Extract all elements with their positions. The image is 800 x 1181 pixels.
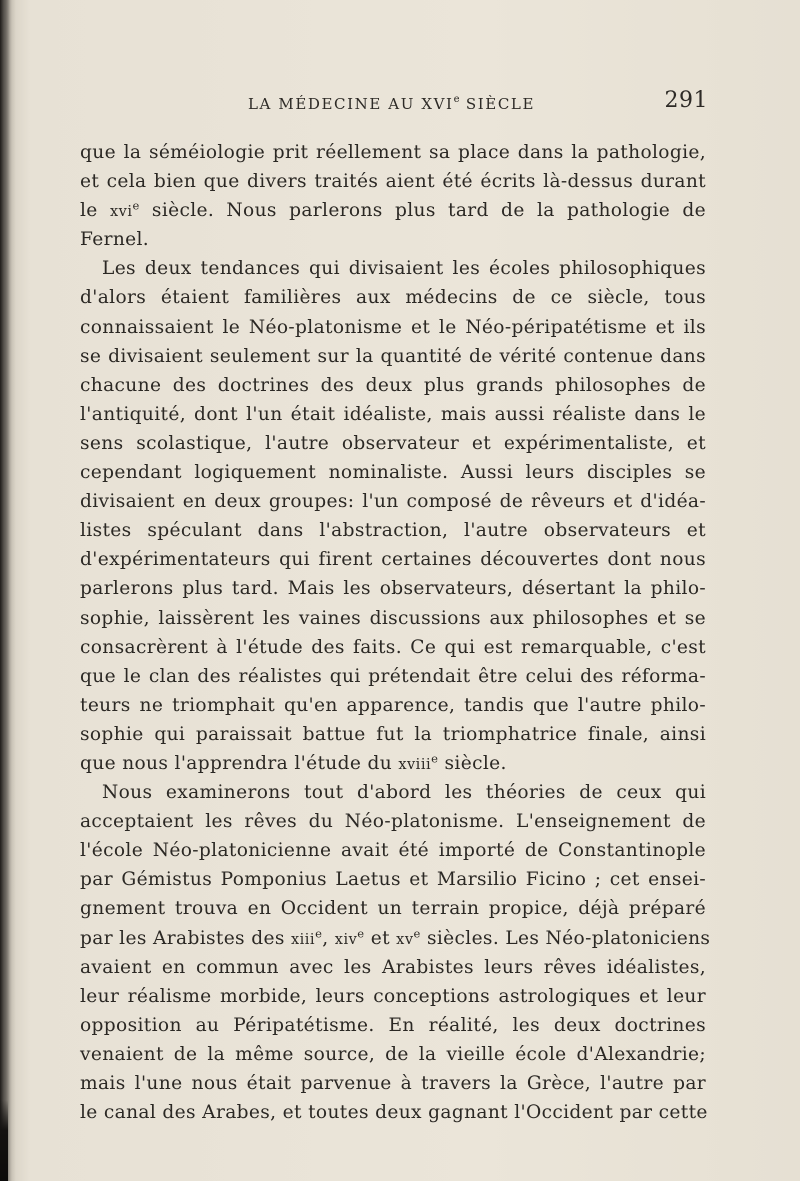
text-line: Fernel. [80, 229, 150, 251]
text-segment: que nous l'apprendra l'étude du [80, 752, 399, 774]
running-head-text-end: SIÈCLE [459, 95, 536, 113]
text-line [80, 749, 706, 778]
text-line [80, 924, 711, 953]
text-line: d'expérimentateurs qui firent certaines découvertes dont nous [80, 549, 706, 571]
text-segment: par les Arabistes des [80, 927, 291, 949]
text-line: le canal des Arabes, et toutes deux gagnant l'Occident par cette [80, 1102, 708, 1124]
text-line: sophie qui paraissait battue fut la triomphatrice finale, ainsi [80, 723, 706, 745]
text-segment: le [80, 200, 110, 222]
text-line: d'alors étaient familières aux médecins de ce siècle, tous [80, 287, 706, 309]
superscript: e [132, 198, 140, 213]
text-line: se divisaient seulement sur la quantité de vérité contenue dans [80, 345, 706, 367]
text-line [80, 196, 706, 225]
text-line: leur réalisme morbide, leurs conceptions astrologiques et leur [80, 985, 706, 1007]
text-line: acceptaient les rêves du Néo-platonisme. L'enseignement de [80, 811, 706, 833]
running-head-superscript: e [453, 94, 460, 105]
text-line: Nous examinerons tout d'abord les théories de ceux qui [102, 782, 706, 804]
text-line: connaissaient le Néo-platonisme et le Néo-péripatétisme et ils [80, 316, 706, 338]
superscript: e [413, 926, 421, 941]
roman-numeral: xvi [109, 204, 133, 221]
superscript: e [431, 751, 439, 766]
text-line: par Gémistus Pomponius Laetus et Marsilio Ficino ; cet ensei- [80, 869, 706, 891]
text-line: l'école Néo-platonicienne avait été importé de Constantinople [80, 840, 706, 862]
text-line: venaient de la même source, de la vieille école d'Alexandrie; [80, 1043, 706, 1065]
text-line: listes spéculant dans l'abstraction, l'autre observateurs et [80, 520, 706, 542]
text-line: opposition au Péripatétisme. En réalité, les deux doctrines [80, 1014, 706, 1036]
body-text [80, 138, 711, 1127]
text-line: divisaient en deux groupes: l'un composé de rêveurs et d'idéa- [80, 491, 706, 513]
superscript: e [357, 926, 365, 941]
text-segment: et [364, 927, 397, 949]
text-line: cependant logiquement nominaliste. Aussi leurs disciples se [80, 462, 706, 484]
running-head-text: LA MÉDECINE AU XVI [248, 95, 454, 113]
text-line: l'antiquité, dont l'un était idéaliste, mais aussi réaliste dans le [80, 403, 706, 425]
page-number: 291 [664, 88, 708, 113]
text-line: sophie, laissèrent les vaines discussions aux philosophes et se [80, 607, 706, 629]
superscript: e [315, 926, 323, 941]
text-line: que la séméiologie prit réellement sa place dans la pathologie, [80, 142, 706, 163]
page-header [248, 88, 708, 118]
text-segment: siècle. [438, 752, 507, 774]
text-line: Les deux tendances qui divisaient les écoles philosophiques [102, 258, 706, 280]
book-spine-shadow [0, 0, 16, 1181]
roman-numeral: xviii [398, 756, 432, 773]
text-line: parlerons plus tard. Mais les observateurs, désertant la philo- [80, 578, 706, 600]
text-line: consacrèrent à l'étude des faits. Ce qui est remarquable, c'est [80, 636, 706, 658]
text-line: sens scolastique, l'autre observateur et expérimentaliste, et [80, 432, 706, 454]
book-spine-edge [0, 1100, 8, 1181]
text-line: teurs ne triomphait qu'en apparence, tandis que l'autre philo- [80, 694, 706, 716]
text-line: mais l'une nous était parvenue à travers la Grèce, l'autre par [80, 1073, 706, 1094]
roman-numeral: xiii [290, 931, 316, 948]
text-line: chacune des doctrines des deux plus grands philosophes de [80, 374, 706, 396]
running-head [248, 94, 535, 113]
text-line: gnement trouva en Occident un terrain propice, déjà préparé [80, 898, 706, 920]
text-segment: siècle. Nous parlerons plus tard de la pathologie de [139, 200, 706, 222]
text-segment: , [322, 927, 335, 949]
text-line: et cela bien que divers traités aient été écrits là-dessus durant [80, 171, 706, 193]
text-segment: siècles. Les Néo-platoniciens [420, 927, 711, 949]
text-line: avaient en commun avec les Arabistes leurs rêves idéalistes, [80, 956, 706, 978]
roman-numeral: xiv [334, 931, 358, 948]
roman-numeral: xv [396, 931, 414, 948]
text-line: que le clan des réalistes qui prétendait être celui des réforma- [80, 665, 706, 687]
